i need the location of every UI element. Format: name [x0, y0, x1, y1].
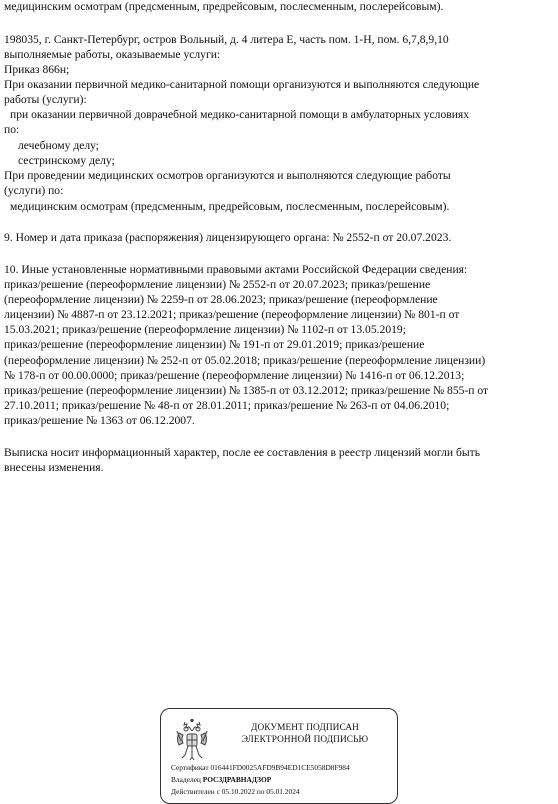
- text-line: работы (услуги):: [4, 93, 87, 106]
- certificate-row: [171, 763, 350, 772]
- text-line: по:: [4, 123, 20, 136]
- text-line: (переоформление лицензии) № 252-п от 05.02.2018; приказ/решение (переоформление лицензии): [4, 354, 486, 367]
- text-line: приказ/решение № 1363 от 06.12.2007.: [4, 414, 195, 427]
- text-line: приказ/решение (переоформление лицензии) № 191-п от 29.01.2019; приказ/решение: [4, 338, 425, 351]
- certificate-label: Сертификат: [171, 763, 209, 772]
- certificate-value: 016441FD0025AFD9B94ED1CE5058D8F984: [210, 763, 350, 772]
- text-line: приказ/решение (переоформление лицензии) № 1385-п от 03.12.2012; приказ/решение № 855-п от: [4, 384, 489, 397]
- text-line: При оказании первичной медико-санитарной помощи организуются и выполняются следующие: [4, 78, 480, 91]
- text-line: № 178-п от 00.00.0000; приказ/решение (переоформление лицензии) № 1416-п от 06.12.2013;: [4, 369, 465, 382]
- text-line: выполняемые работы, оказываемые услуги:: [4, 48, 221, 61]
- disclaimer-text: Выписка носит информационный характер, после ее составления в реестр лицензий могли быть: [4, 446, 480, 459]
- text-line: сестринскому делу;: [18, 154, 115, 167]
- text-line: медицинским осмотрам (предсменным, предрейсовым, послесменным, послерейсовым).: [4, 0, 444, 13]
- owner-label: Владелец: [171, 775, 201, 784]
- text-line: при оказании первичной доврачебной медико-санитарной помощи в амбулаторных условиях: [10, 108, 470, 121]
- electronic-signature-stamp: [160, 708, 398, 804]
- validity-row: Действителен с 05.10.2022 по 05.01.2024: [171, 787, 300, 796]
- text-line: приказ/решение (переоформление лицензии) № 2552-п от 20.07.2023; приказ/решение: [4, 278, 431, 291]
- text-line: (услуги) по:: [4, 184, 64, 197]
- text-line: (переоформление лицензии) № 2259-п от 28.06.2023; приказ/решение (переоформление: [4, 293, 438, 306]
- text-line: медицинским осмотрам (предсменным, предрейсовым, послесменным, послерейсовым).: [10, 200, 450, 213]
- owner-value: РОСЗДРАВНАДЗОР: [202, 775, 272, 784]
- signature-subtitle: ЭЛЕКТРОННОЙ ПОДПИСЬЮ: [241, 735, 369, 745]
- text-line: 198035, г. Санкт-Петербург, остров Вольный, д. 4 литера Е, часть пом. 1-Н, пом. 6,7,8,9,10: [4, 33, 449, 46]
- text-line: 27.10.2011; приказ/решение № 48-п от 28.01.2011; приказ/решение № 263-п от 04.06.2010;: [4, 399, 450, 412]
- disclaimer-text: внесены изменения.: [4, 461, 104, 474]
- signature-title: ДОКУМЕНТ ПОДПИСАН: [251, 723, 359, 733]
- text-line: Приказ 866н;: [4, 63, 70, 76]
- text-line: лицензии) № 4887-п от 23.12.2021; приказ/решение (переоформление лицензии) № 801-п от: [4, 308, 460, 321]
- text-line: 15.03.2021; приказ/решение (переоформление лицензии) № 1102-п от 13.05.2019;: [4, 323, 406, 336]
- text-line: При проведении медицинских осмотров организуются и выполняются следующие работы: [4, 169, 451, 182]
- section-10-text: 10. Иные установленные нормативными правовыми актами Российской Федерации сведения:: [4, 263, 468, 276]
- section-9-text: 9. Номер и дата приказа (распоряжения) лицензирующего органа: № 2552-п от 20.07.2023.: [4, 231, 452, 244]
- owner-row: [171, 775, 271, 784]
- text-line: лечебному делу;: [18, 139, 100, 152]
- double-headed-eagle-icon: [173, 719, 211, 761]
